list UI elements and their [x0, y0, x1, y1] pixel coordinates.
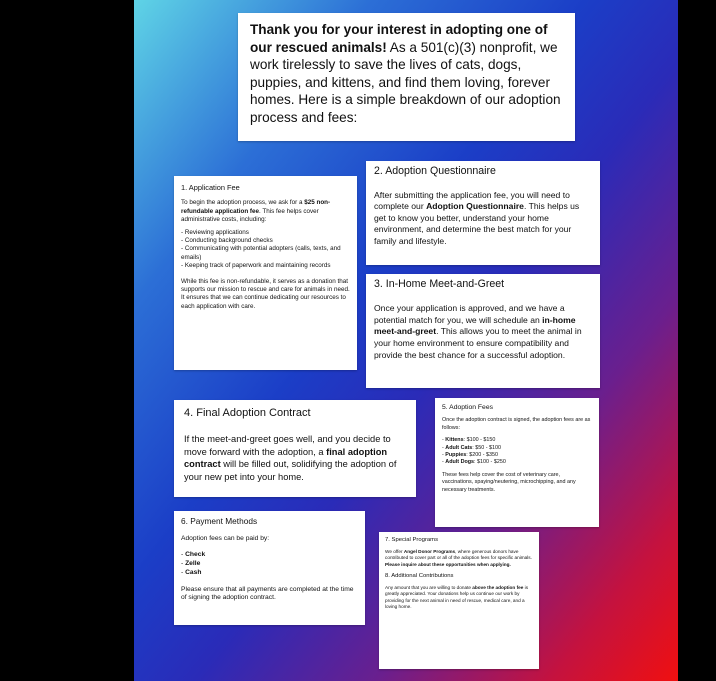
intro-body-text: As a 501(c)(3) nonprofit, we work tirelessly to save the lives of cats, dogs, puppies, and kittens, and find them loving, forever homes. Here is a simple breakdown of our adoption process and fees:: [250, 39, 561, 125]
intro-text: [250, 21, 563, 126]
adoption-fees-intro: Once the adoption contract is signed, the adoption fees are as follows:: [442, 417, 591, 431]
payment-method: Check: [185, 551, 206, 559]
adoption-fees-list: [442, 437, 592, 467]
fee-value: : $200 - $350: [466, 452, 499, 459]
fee-label: Adult Cats: [445, 444, 473, 451]
fee-label: Puppies: [445, 452, 467, 459]
application-fee-card: [174, 176, 357, 370]
special-text-a: We offer: [385, 548, 404, 554]
payment-card: [174, 511, 365, 625]
payment-intro: Adoption fees can be paid by:: [181, 534, 270, 542]
list-item: [442, 437, 592, 444]
application-fee-intro-b: . This fee helps cover administrative costs, including:: [181, 207, 319, 224]
meet-greet-text: [374, 303, 592, 362]
meet-greet-text-a: Once your application is approved, and we have a potential match for you, we will schedule an: [374, 302, 565, 325]
contributions-title: 8. Additional Contributions: [385, 573, 454, 579]
payment-method: Cash: [185, 568, 202, 576]
list-item: [442, 452, 592, 459]
application-fee-list: [181, 229, 350, 271]
contract-card: [174, 400, 416, 497]
fee-value: : $100 - $150: [463, 437, 496, 444]
intro-bold-text: Thank you for your interest in adopting one of our rescued animals!: [250, 22, 548, 55]
contract-text-a: If the meet-and-greet goes well, and you decide to move forward with the adoption, a: [184, 434, 391, 457]
list-item: - Conducting background checks: [181, 237, 350, 245]
special-programs-card: [379, 532, 539, 669]
application-fee-note: While this fee is non-refundable, it serves as a donation that supports our mission to rescue and care for animals in need. It ensures that we can continue dedicating our resources to each application with care.: [181, 277, 350, 310]
list-item: [181, 551, 358, 560]
fee-value: : $50 - $100: [472, 444, 502, 451]
questionnaire-card: [366, 161, 600, 265]
payment-title: 6. Payment Methods: [181, 516, 258, 526]
questionnaire-text-b: . This helps us get to know you better, understand your home environment, and determine the best match for your family and lifestyle.: [374, 201, 580, 246]
intro-card: [238, 13, 575, 141]
adoption-fees-outro: These fees help cover the cost of veterinary care, vaccinations, spaying/neutering, microchipping, and any necessary treatments.: [442, 471, 576, 493]
payment-list: [181, 551, 358, 577]
contract-bold: final adoption contract: [184, 446, 388, 470]
meet-greet-text-b: . This allows you to meet the animal in your home environment to ensure compatibility and provide the best chance for a successful adoption.: [374, 326, 582, 360]
fee-label: Kittens: [445, 437, 464, 444]
application-fee-title: 1. Application Fee: [181, 183, 240, 192]
contract-title: 4. Final Adoption Contract: [184, 407, 311, 419]
fee-label: Adult Dogs: [445, 459, 475, 466]
special-bold-1: Angel Donor Programs: [403, 548, 456, 554]
contributions-bold: above the adoption fee: [472, 584, 524, 590]
fee-value: : $100 - $250: [474, 459, 506, 466]
questionnaire-title: 2. Adoption Questionnaire: [374, 165, 496, 177]
payment-outro: Please ensure that all payments are completed at the time of signing the adoption contract.: [181, 585, 354, 602]
contract-text: [184, 433, 406, 483]
adoption-fees-card: [435, 398, 599, 527]
list-item: [442, 445, 592, 452]
questionnaire-text-a: After submitting the application fee, you will need to complete our: [374, 189, 570, 212]
application-fee-intro-a: To begin the adoption process, we ask for a: [181, 199, 305, 207]
application-fee-amount: $25 non-refundable application fee: [181, 199, 331, 215]
list-item: - Communicating with potential adopters (calls, texts, and emails): [181, 245, 350, 262]
list-item: [442, 459, 592, 466]
special-programs-title: 7. Special Programs: [385, 537, 439, 543]
special-text-b: , where generous donors have contributed to cover part or all of the adoption fees for specific animals.: [385, 548, 532, 560]
list-item: - Keeping track of paperwork and maintaining records: [181, 262, 350, 270]
contributions-text: [385, 585, 533, 611]
meet-greet-bold: in-home meet-and-greet: [374, 314, 576, 337]
meet-greet-title: 3. In-Home Meet-and-Greet: [374, 278, 505, 290]
list-item: - Reviewing applications: [181, 229, 350, 237]
special-programs-text: [385, 549, 533, 569]
adoption-fees-title: 5. Adoption Fees: [442, 404, 494, 411]
contributions-text-b: is greatly appreciated. Your donations help us continue our work by providing for the next animal in need of rescue, medical care, and a loving home.: [385, 584, 529, 609]
payment-method: Zelle: [185, 560, 201, 568]
list-item: [181, 560, 358, 569]
questionnaire-text: [374, 190, 592, 248]
contributions-text-a: Any amount that you are willing to donate: [385, 584, 473, 590]
list-item: [181, 569, 358, 578]
application-fee-intro: [181, 199, 350, 224]
meet-greet-card: [366, 274, 600, 388]
contract-text-b: will be filled out, solidifying the adoption of your new pet into your home.: [184, 459, 397, 482]
questionnaire-bold: Adoption Questionnaire: [426, 201, 524, 212]
adoption-info-poster: [134, 0, 678, 681]
special-bold-2: Please inquire about these opportunities when applying.: [385, 561, 511, 567]
